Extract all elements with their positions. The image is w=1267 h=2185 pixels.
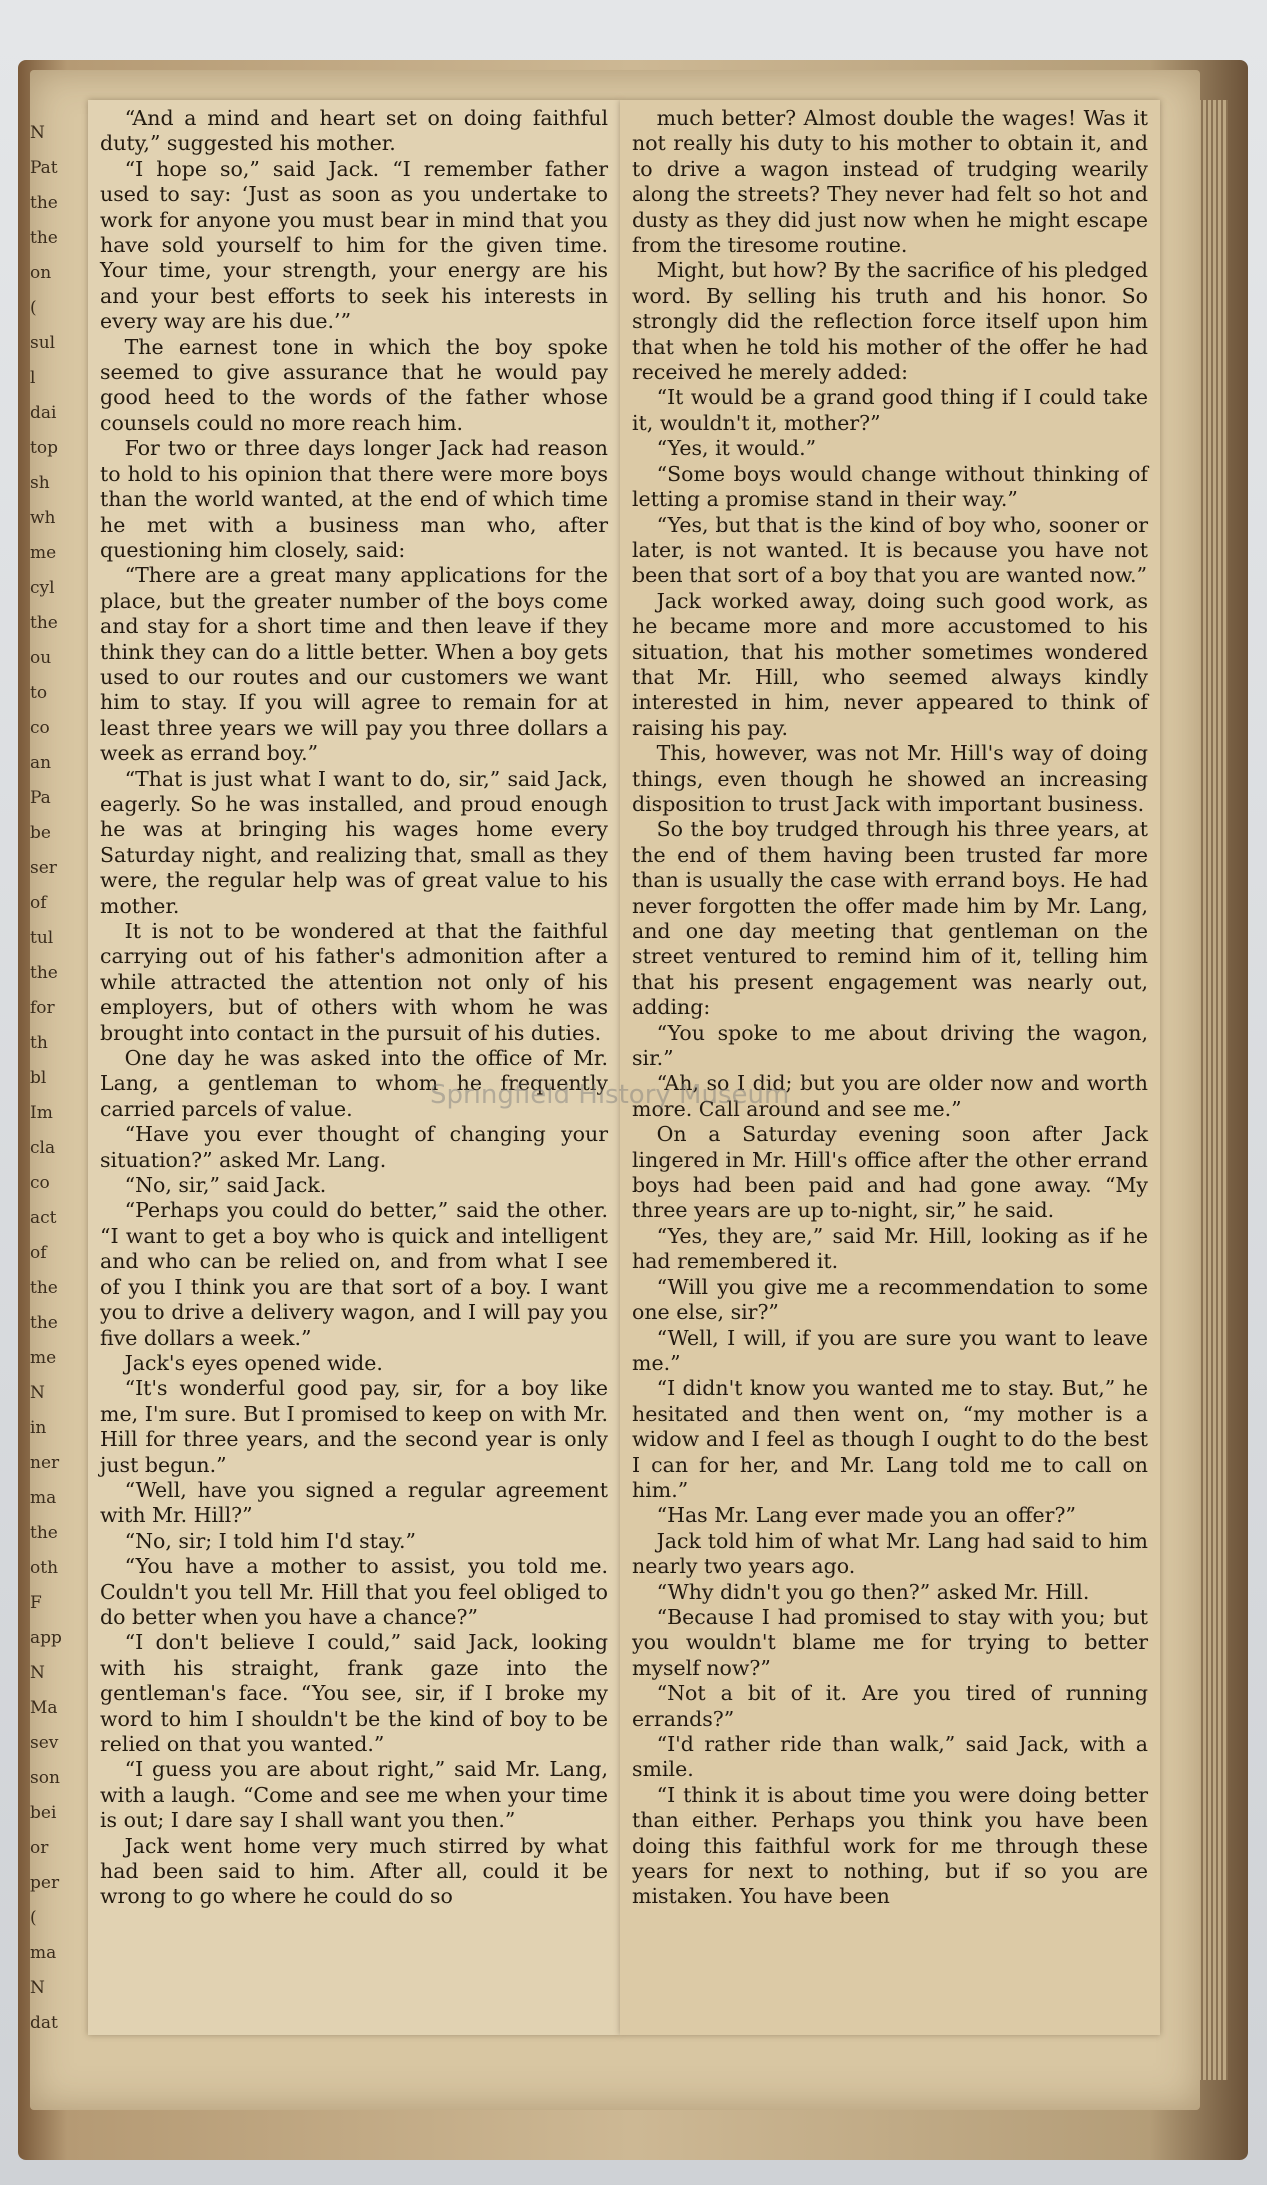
- paragraph: “I don't believe I could,” said Jack, looking with his straight, frank gaze into the gentleman's face. “You see, sir, if I broke my word to him I shouldn't be the kind of boy to be relied on that you wanted.”: [100, 1630, 608, 1756]
- edge-fragment: of: [30, 1243, 47, 1263]
- paragraph: Might, but how? By the sacrifice of his pledged word. By selling his truth and his honor. So strongly did the reflection force itself upon him that when he told his mother of the offer he had received he merely added:: [632, 258, 1148, 385]
- edge-fragment: act: [30, 1208, 57, 1228]
- edge-fragment: an: [30, 753, 52, 773]
- edge-fragment: son: [30, 1768, 60, 1788]
- paragraph: “It would be a grand good thing if I could take it, wouldn't it, mother?”: [632, 385, 1148, 435]
- paragraph: Jack's eyes opened wide.: [124, 1350, 383, 1375]
- paragraph: “I guess you are about right,” said Mr. Lang, with a laugh. “Come and see me when your time is out; I dare say I shall want you then.”: [100, 1757, 608, 1833]
- edge-fragment: bl: [30, 1068, 47, 1088]
- edge-fragment: ou: [30, 648, 52, 668]
- edge-fragment: me: [30, 1348, 57, 1368]
- edge-fragment: co: [30, 718, 50, 738]
- edge-fragment: sh: [30, 473, 50, 493]
- paragraph: One day he was asked into the office of Mr. Lang, a gentleman to whom he frequently carried parcels of value.: [100, 1046, 608, 1121]
- paragraph: “Why didn't you go then?” asked Mr. Hill.: [656, 1579, 1090, 1604]
- edge-fragment: N: [30, 1978, 45, 1998]
- edge-fragment: on: [30, 263, 52, 283]
- clipping-right-column: [620, 100, 1160, 2035]
- paragraph: “Some boys would change without thinking of letting a promise stand in their way.”: [632, 461, 1148, 512]
- paragraph: The earnest tone in which the boy spoke seemed to give assurance that he would pay good heed to the words of the father whose counsels could no more reach him.: [100, 334, 608, 435]
- edge-fragment: N: [30, 1663, 45, 1683]
- edge-fragment: cla: [30, 1138, 56, 1158]
- paragraph: “I think it is about time you were doing better than either. Perhaps you think you have been doing this faithful work for me through these years for next to nothing, but if so you are mistaken. You have been: [632, 1782, 1148, 1909]
- paragraph: “You spoke to me about driving the wagon, sir.”: [632, 1020, 1148, 1071]
- edge-fragment: for: [30, 998, 55, 1018]
- paragraph: “Yes, they are,” said Mr. Hill, looking as if he had remembered it.: [632, 1223, 1148, 1274]
- edge-fragment: of: [30, 893, 47, 913]
- edge-fragment: app: [30, 1628, 62, 1648]
- edge-fragment: sul: [30, 333, 56, 353]
- edge-fragment: the: [30, 228, 58, 248]
- paragraph: Jack worked away, doing such good work, as he became more and more accustomed to his situation, that his mother sometimes wondered that Mr. Hill, who seemed always kindly interested in him, never appeared to think of raising his pay.: [632, 588, 1148, 740]
- edge-fragment: Pat: [30, 158, 58, 178]
- edge-fragment: the: [30, 1278, 58, 1298]
- edge-fragment: N: [30, 1383, 45, 1403]
- edge-fragment: ser: [30, 858, 57, 878]
- paragraph: Jack went home very much stirred by what had been said to him. After all, could it be wrong to go where he could do so: [100, 1833, 608, 1909]
- paragraph: “No, sir; I told him I'd stay.”: [124, 1528, 416, 1553]
- edge-fragment: wh: [30, 508, 56, 528]
- edge-fragment: sev: [30, 1733, 59, 1753]
- edge-fragment: top: [30, 438, 58, 458]
- edge-fragment: F: [30, 1593, 42, 1613]
- paragraph: “Well, I will, if you are sure you want to leave me.”: [632, 1325, 1148, 1375]
- paragraph: “I didn't know you wanted me to stay. But,” he hesitated and then went on, “my mother is a widow and I feel as though I ought to do the best I can for her, and Mr. Lang told me to call on him.”: [632, 1376, 1148, 1502]
- edge-fragment: oth: [30, 1558, 59, 1578]
- paragraph: “Will you give me a recommendation to some one else, sir?”: [632, 1274, 1148, 1325]
- paragraph: “It's wonderful good pay, sir, for a boy like me, I'm sure. But I promised to keep on with Mr. Hill for three years, and the second year is only just begun.”: [100, 1376, 608, 1477]
- paragraph: “Because I had promised to stay with you; but you wouldn't blame me for trying to better myself now?”: [632, 1604, 1148, 1680]
- edge-fragment: be: [30, 823, 51, 843]
- edge-fragment: Ma: [30, 1698, 58, 1718]
- edge-fragment: (: [30, 298, 37, 318]
- edge-fragment: to: [30, 683, 48, 703]
- edge-fragment: in: [30, 1418, 47, 1438]
- paragraph: “Ah, so I did; but you are older now and worth more. Call around and see me.”: [632, 1071, 1148, 1121]
- edge-fragment: the: [30, 963, 58, 983]
- edge-fragment: dat: [30, 2013, 58, 2033]
- edge-fragment: dai: [30, 403, 57, 423]
- edge-fragment: the: [30, 613, 58, 633]
- edge-fragment: cyl: [30, 578, 55, 598]
- paragraph: “Not a bit of it. Are you tired of running errands?”: [632, 1681, 1148, 1731]
- edge-fragment: the: [30, 1523, 58, 1543]
- edge-fragment: (: [30, 1908, 37, 1928]
- edge-fragment: ner: [30, 1453, 60, 1473]
- paragraph: “Yes, it would.”: [656, 436, 817, 461]
- edge-fragment: per: [30, 1873, 60, 1893]
- paragraph: “I'd rather ride than walk,” said Jack, with a smile.: [632, 1732, 1148, 1782]
- paragraph: “Have you ever thought of changing your situation?” asked Mr. Lang.: [100, 1122, 608, 1172]
- paragraph: “Yes, but that is the kind of boy who, sooner or later, is not wanted. It is because you have not been that sort of a boy that you are wanted now.”: [632, 512, 1148, 588]
- edge-fragment: co: [30, 1173, 50, 1193]
- edge-fragment: l: [30, 368, 36, 388]
- watermark: Springfield History Museum: [430, 1080, 790, 1110]
- edge-fragment: Im: [30, 1103, 53, 1123]
- edge-fragment: the: [30, 193, 58, 213]
- paragraph: “You have a mother to assist, you told me. Couldn't you tell Mr. Hill that you feel obliged to do better when you have a chance?”: [100, 1554, 608, 1629]
- paragraph: This, however, was not Mr. Hill's way of doing things, even though he showed an increasing disposition to trust Jack with important business.: [632, 741, 1148, 816]
- paragraph: It is not to be wondered at that the faithful carrying out of his father's admonition after a while attracted the attention not only of his employers, but of others with whom he was brought into contact in the pursuit of his duties.: [100, 919, 608, 1045]
- paragraph: “There are a great many applications for the place, but the greater number of the boys come and stay for a short time and then leave if they think they can do a little better. When a boy gets used to our routes and our customers we want him to stay. If you will agree to remain for at least three years we will pay you three dollars a week as errand boy.”: [100, 563, 608, 766]
- paragraph: “Perhaps you could do better,” said the other. “I want to get a boy who is quick and intelligent and who can be relied on, and from what I see of you I think you are that sort of a boy. I want you to drive a delivery wagon, and I will pay you five dollars a week.”: [100, 1198, 608, 1350]
- paragraph: So the boy trudged through his three years, at the end of them having been trusted far more than is usually the case with errand boys. He had never forgotten the offer made him by Mr. Lang, and one day meeting that gentleman on the street ventured to remind him of it, telling him that his present engagement was nearly out, adding:: [632, 817, 1148, 1020]
- edge-fragment: me: [30, 543, 57, 563]
- paragraph: “Has Mr. Lang ever made you an offer?”: [656, 1503, 1076, 1528]
- edge-fragment: tul: [30, 928, 54, 948]
- edge-fragment: the: [30, 1313, 58, 1333]
- edge-fragment: ma: [30, 1943, 57, 1963]
- edge-fragment: N: [30, 123, 45, 143]
- paragraph: “And a mind and heart set on doing faithful duty,” suggested his mother.: [100, 106, 608, 156]
- edge-fragment: ma: [30, 1488, 57, 1508]
- paragraph: much better? Almost double the wages! Was it not really his duty to his mother to obtain it, and to drive a wagon instead of trudging wearily along the streets? They never had felt so hot and dusty as they did just now when he might escape from the tiresome routine.: [632, 106, 1148, 258]
- underlying-page-fragments: [30, 120, 90, 2070]
- clipping-left-column: [88, 100, 620, 2035]
- paragraph: Jack told him of what Mr. Lang had said to him nearly two years ago.: [632, 1528, 1148, 1579]
- edge-fragment: Pa: [30, 788, 51, 808]
- edge-fragment: or: [30, 1838, 49, 1858]
- edge-fragment: bei: [30, 1803, 57, 1823]
- edge-fragment: th: [30, 1033, 48, 1053]
- paragraph: “That is just what I want to do, sir,” said Jack, eagerly. So he was installed, and proud enough he was at bringing his wages home every Saturday night, and realizing that, small as they were, the regular help was of great value to his mother.: [100, 766, 608, 918]
- paragraph: “I hope so,” said Jack. “I remember father used to say: ‘Just as soon as you undertake to work for anyone you must bear in mind that you have sold yourself to him for the given time. Your time, your strength, your energy are his and your best efforts to seek his interests in every way are his due.’”: [100, 156, 608, 334]
- paragraph: “Well, have you signed a regular agreement with Mr. Hill?”: [100, 1477, 608, 1528]
- paragraph: For two or three days longer Jack had reason to hold to his opinion that there were more boys than the world wanted, at the end of which time he met with a business man who, after questioning him closely, said:: [100, 436, 608, 562]
- paragraph: On a Saturday evening soon after Jack lingered in Mr. Hill's office after the other errand boys had been paid and had gone away. “My three years are up to-night, sir,” he said.: [632, 1122, 1148, 1223]
- paragraph: “No, sir,” said Jack.: [124, 1173, 327, 1198]
